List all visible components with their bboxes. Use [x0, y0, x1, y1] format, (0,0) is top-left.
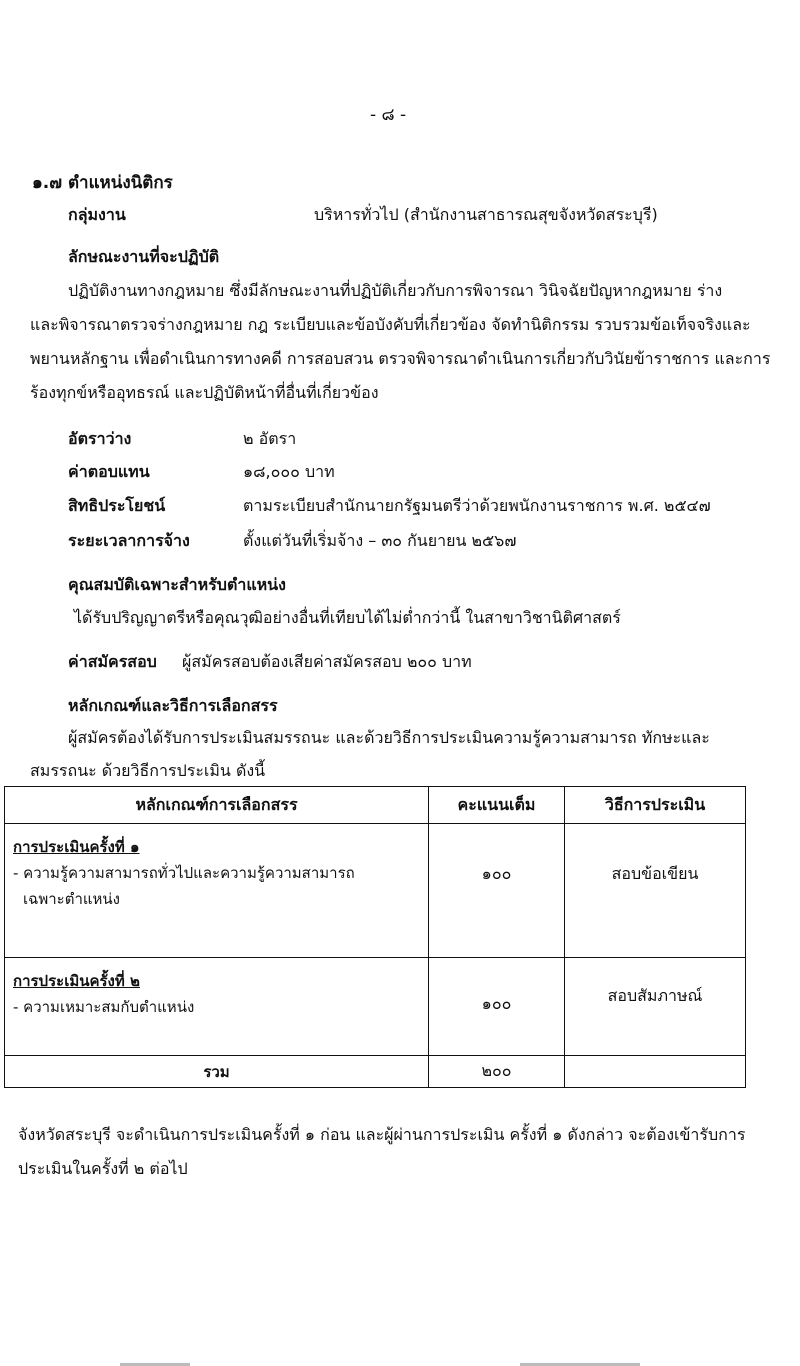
criteria-table — [4, 786, 746, 1088]
work-group-value: บริหารทั่วไป (สำนักงานสาธารณสุขจังหวัดสระบุรี) — [314, 205, 658, 224]
header-full-score: คะแนนเต็ม — [429, 787, 565, 824]
row1-title: การประเมินครั้งที่ ๑ — [13, 838, 140, 856]
row2-title: การประเมินครั้งที่ ๒ — [13, 972, 140, 990]
table-header-row — [5, 787, 746, 824]
criteria-intro-line-1: ผู้สมัครต้องได้รับการประเมินสมรรถนะ และด้วยวิธีการประเมินความรู้ความสามารถ ทักษะและ — [68, 728, 710, 747]
qualification-heading: คุณสมบัติเฉพาะสำหรับตำแหน่ง — [68, 575, 286, 594]
row1-score: ๑๐๐ — [429, 824, 565, 958]
duties-line-4: ร้องทุกข์หรืออุทธรณ์ และปฏิบัติหน้าที่อื่นที่เกี่ยวข้อง — [30, 383, 379, 402]
detail-label-vacancy: อัตราว่าง — [68, 429, 132, 448]
closing-line-2: ประเมินในครั้งที่ ๒ ต่อไป — [18, 1159, 188, 1178]
criteria-heading: หลักเกณฑ์และวิธีการเลือกสรร — [68, 696, 278, 715]
section-title: ตำแหน่งนิติกร — [68, 173, 173, 193]
table-row — [5, 824, 746, 958]
row1-item-line-1: - ความรู้ความสามารถทั่วไปและความรู้ความสามารถ — [13, 864, 355, 882]
duties-heading: ลักษณะงานที่จะปฏิบัติ — [68, 247, 220, 266]
total-empty-cell — [565, 1056, 746, 1088]
detail-value-benefits: ตามระเบียบสำนักนายกรัฐมนตรีว่าด้วยพนักงานราชการ พ.ศ. ๒๕๔๗ — [243, 496, 711, 515]
row1-method: สอบข้อเขียน — [565, 824, 746, 958]
work-group-label: กลุ่มงาน — [68, 205, 126, 224]
section-number: ๑.๗ — [32, 173, 63, 193]
total-score: ๒๐๐ — [429, 1056, 565, 1088]
detail-label-period: ระยะเวลาการจ้าง — [68, 531, 190, 550]
detail-value-salary: ๑๘,๐๐๐ บาท — [243, 462, 335, 481]
header-criteria: หลักเกณฑ์การเลือกสรร — [5, 787, 429, 824]
row1-criteria-cell — [5, 824, 429, 958]
row1-item-line-2: เฉพาะตำแหน่ง — [23, 890, 121, 908]
criteria-intro-line-2: สมรรถนะ ด้วยวิธีการประเมิน ดังนี้ — [30, 761, 266, 780]
duties-line-2: และพิจารณาตรวจร่างกฎหมาย กฎ ระเบียบและข้อบังคับที่เกี่ยวข้อง จัดทำนิติกรรม รวบรวมข้อเท็จจริงและ — [30, 315, 751, 334]
table-total-row — [5, 1056, 746, 1088]
duties-line-3: พยานหลักฐาน เพื่อดำเนินการทางคดี การสอบสวน ตรวจพิจารณาดำเนินการเกี่ยวกับวินัยข้าราชการ และการ — [30, 349, 771, 368]
row2-item-line-1: - ความเหมาะสมกับตำแหน่ง — [13, 998, 195, 1016]
header-method: วิธีการประเมิน — [565, 787, 746, 824]
closing-line-1: จังหวัดสระบุรี จะดำเนินการประเมินครั้งที่ ๑ ก่อน และผู้ผ่านการประเมิน ครั้งที่ ๑ ดังกล่าว จะต้องเข้ารับการ — [18, 1125, 746, 1144]
row2-criteria-cell — [5, 958, 429, 1056]
row2-score: ๑๐๐ — [429, 958, 565, 1056]
detail-label-benefits: สิทธิประโยชน์ — [68, 496, 166, 515]
fee-text: ผู้สมัครสอบต้องเสียค่าสมัครสอบ ๒๐๐ บาท — [182, 652, 472, 671]
page-number: - ๘ - — [370, 105, 407, 125]
detail-value-period: ตั้งแต่วันที่เริ่มจ้าง – ๓๐ กันยายน ๒๕๖๗ — [243, 531, 517, 550]
detail-value-vacancy: ๒ อัตรา — [243, 429, 297, 448]
qualification-text: ได้รับปริญญาตรีหรือคุณวุฒิอย่างอื่นที่เทียบได้ไม่ต่ำกว่านี้ ในสาขาวิชานิติศาสตร์ — [74, 608, 621, 627]
total-label: รวม — [5, 1056, 429, 1088]
duties-line-1: ปฏิบัติงานทางกฎหมาย ซึ่งมีลักษณะงานที่ปฏิบัติเกี่ยวกับการพิจารณา วินิจฉัยปัญหากฎหมาย ร่าง — [68, 281, 723, 300]
row2-method: สอบสัมภาษณ์ — [565, 958, 746, 1056]
fee-label: ค่าสมัครสอบ — [68, 652, 157, 671]
table-row — [5, 958, 746, 1056]
detail-label-salary: ค่าตอบแทน — [68, 462, 150, 481]
